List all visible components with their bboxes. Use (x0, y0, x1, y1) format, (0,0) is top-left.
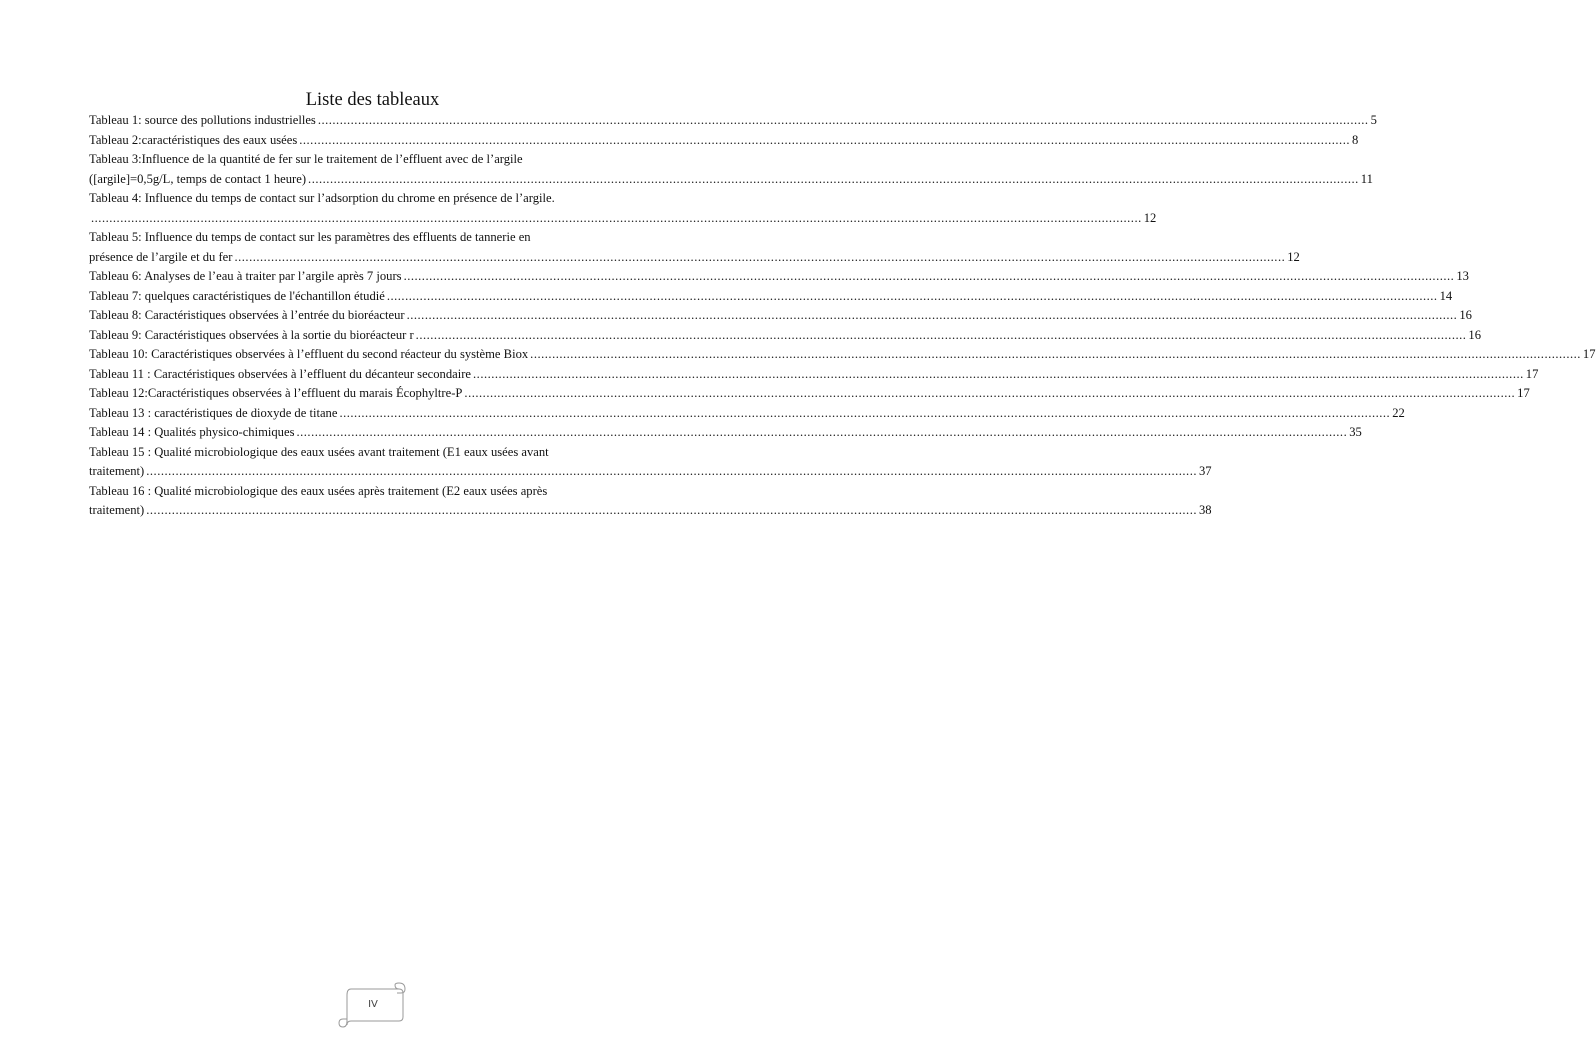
toc-entry-title: Tableau 8: Caractéristiques observées à l’entrée du bioréacteur (89, 308, 405, 322)
toc-entry-page: 17 (1517, 386, 1530, 400)
toc-entry-title-line1: Tableau 5: Influence du temps de contact sur les paramètres des effluents de tannerie en (89, 230, 531, 244)
toc-entry[interactable] (89, 384, 1530, 404)
dot-leader (404, 267, 1455, 287)
toc-entry-title: présence de l’argile et du fer (89, 249, 233, 264)
dot-leader (234, 248, 1285, 268)
dot-leader (308, 170, 1359, 190)
toc-entry-title: Tableau 1: source des pollutions industrielles (89, 113, 316, 127)
toc-entry-title: Tableau 7: quelques caractéristiques de l'échantillon étudié (89, 288, 385, 303)
toc-entry[interactable] (89, 443, 1212, 482)
toc-entry-page: 38 (1199, 503, 1212, 517)
toc-entry[interactable] (89, 345, 1596, 365)
toc-entry-page: 17 (1582, 347, 1596, 361)
toc-entry-title: ([argile]=0,5g/L, temps de contact 1 heure) (89, 171, 307, 186)
dot-leader (318, 111, 1369, 131)
toc-entry-page: 17 (1525, 366, 1539, 381)
toc-entry-title-line1: Tableau 4: Influence du temps de contact sur l’adsorption du chrome en présence de l’argile. (89, 191, 555, 205)
toc-entry[interactable] (89, 326, 1482, 346)
toc-entry[interactable] (89, 189, 1157, 228)
page-title: Liste des tableaux (305, 90, 440, 110)
toc-entry-title-line1: Tableau 16 : Qualité microbiologique des eaux usées après traitement (E2 eaux usées après (89, 483, 548, 498)
toc-entry-page: 35 (1349, 425, 1362, 439)
toc-entry-title: traitement) (89, 503, 145, 517)
toc-entry-page: 12 (1143, 210, 1157, 225)
toc-entry-title: Tableau 9: Caractéristiques observées à la sortie du bioréacteur r (89, 327, 414, 342)
toc-entry-page: 8 (1351, 132, 1359, 147)
dot-leader (146, 501, 1197, 521)
toc-entry-title-line1: Tableau 3:Influence de la quantité de fer sur le traitement de l’effluent avec de l’argile (89, 152, 523, 166)
toc-entry-page: 16 (1468, 327, 1482, 342)
toc-entry[interactable] (89, 423, 1362, 443)
toc-entry[interactable] (89, 131, 1359, 151)
dot-leader (387, 287, 1438, 307)
dot-leader (339, 404, 1390, 424)
toc-entry[interactable] (89, 111, 1377, 131)
toc-entry[interactable] (89, 287, 1453, 307)
toc-entry[interactable] (89, 482, 1212, 521)
toc-entry-page: 16 (1459, 308, 1472, 322)
toc-entry-page: 5 (1370, 113, 1377, 127)
toc-entry-page: 13 (1456, 269, 1469, 283)
table-list (89, 111, 1596, 521)
page-number: IV (368, 999, 378, 1010)
toc-entry-page: 12 (1287, 249, 1300, 264)
dot-leader (299, 131, 1350, 151)
toc-entry[interactable] (89, 365, 1539, 385)
toc-entry-page: 14 (1439, 288, 1453, 303)
toc-entry-title: Tableau 10: Caractéristiques observées à l’effluent du second réacteur du système Biox (89, 347, 529, 361)
toc-entry[interactable] (89, 228, 1300, 267)
toc-entry-title-line1: Tableau 15 : Qualité microbiologique des eaux usées avant traitement (E1 eaux usées avant (89, 444, 549, 459)
toc-entry-page: 37 (1199, 464, 1212, 478)
toc-entry-title: Tableau 13 : caractéristiques de dioxyde de titane (89, 405, 338, 420)
toc-entry-title: Tableau 14 : Qualités physico-chimiques (89, 425, 295, 439)
toc-entry[interactable] (89, 267, 1469, 287)
toc-entry[interactable] (89, 150, 1373, 189)
toc-entry-page: 22 (1392, 405, 1405, 420)
dot-leader (407, 306, 1458, 326)
toc-entry[interactable] (89, 306, 1472, 326)
dot-leader (416, 326, 1467, 346)
toc-entry-title: Tableau 6: Analyses de l’eau à traiter par l’argile après 7 jours (89, 269, 402, 283)
page-footer-scroll (339, 983, 407, 1031)
toc-entry[interactable] (89, 404, 1405, 424)
toc-entry-title: traitement) (89, 464, 145, 478)
dot-leader (464, 384, 1515, 404)
dot-leader (146, 462, 1197, 482)
dot-leader (91, 209, 1142, 229)
toc-entry-page: 11 (1360, 171, 1373, 186)
toc-entry-title: Tableau 2:caractéristiques des eaux usées (89, 132, 298, 147)
toc-entry-title: Tableau 11 : Caractéristiques observées à l’effluent du décanteur secondaire (89, 366, 472, 381)
toc-entry-title: Tableau 12:Caractéristiques observées à l’effluent du marais Écophyltre-P (89, 386, 463, 400)
dot-leader (530, 345, 1581, 365)
dot-leader (296, 423, 1347, 443)
dot-leader (473, 365, 1524, 385)
